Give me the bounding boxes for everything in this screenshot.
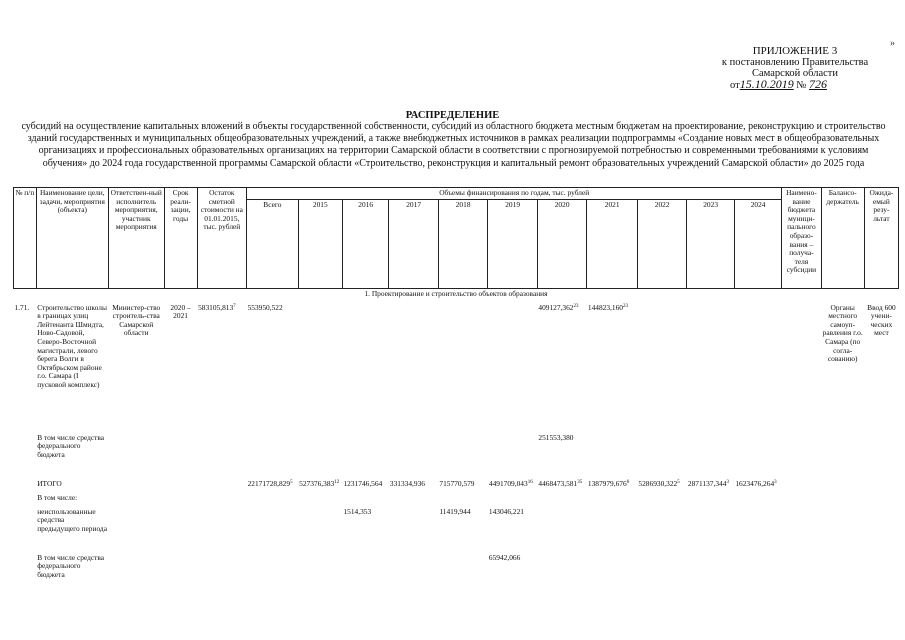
appendix-line-2: Самарской области bbox=[752, 68, 838, 79]
row-remain: 583105,813$^7$ bbox=[198, 302, 236, 312]
header-expected: Ожида-емый резу-льтат bbox=[864, 188, 898, 289]
row-2021: 144823,160$^{23}$ bbox=[587, 302, 628, 312]
row-term: 2020 – 2021 bbox=[170, 302, 191, 321]
document-title: РАСПРЕДЕЛЕНИЕ bbox=[405, 110, 500, 121]
federal-2-label: В том числе средства федерального бюджета bbox=[37, 552, 105, 579]
header-year-2020: 2020 bbox=[537, 200, 587, 289]
total-2017: 331334,936 bbox=[389, 478, 425, 488]
table-row bbox=[14, 493, 899, 507]
table-row bbox=[14, 303, 899, 433]
appendix-block bbox=[690, 46, 900, 91]
header-row-1 bbox=[14, 188, 899, 200]
header-responsible: Ответствен-ный исполнитель мероприятия, участник мероприятия bbox=[108, 188, 164, 289]
header-remain: Остаток сметной стоимости на 01.01.2015, тыс. рублей bbox=[197, 188, 247, 289]
section-row bbox=[14, 289, 899, 303]
row-total: 553950,522 bbox=[247, 302, 283, 312]
table-row bbox=[14, 433, 899, 479]
unused-label: неиспользованные средства предыдущего периода bbox=[37, 506, 107, 533]
unused-2018: 11419,944 bbox=[439, 506, 471, 516]
appendix-line-1: к постановлению Правительства bbox=[721, 57, 869, 68]
including-label: В том числе: bbox=[37, 492, 78, 502]
header-year-2022: 2022 bbox=[637, 200, 687, 289]
appendix-date-line bbox=[690, 79, 900, 91]
corner-mark: » bbox=[890, 38, 895, 49]
row-federal-2020: 251553,380 bbox=[538, 432, 574, 442]
header-year-2024: 2024 bbox=[734, 200, 781, 289]
header-total: Всего bbox=[247, 200, 299, 289]
financing-table bbox=[13, 187, 899, 599]
row-2020: 409127,362$^{23}$ bbox=[538, 302, 579, 312]
header-term: Срок реали-зации, годы bbox=[164, 188, 197, 289]
total-all: 22171728,829$^5$ bbox=[247, 478, 293, 488]
total-2024: 1623476,264$^3$ bbox=[735, 478, 777, 488]
total-label: ИТОГО bbox=[37, 478, 62, 488]
total-2023: 2871137,344$^3$ bbox=[687, 478, 729, 488]
header-year-2023: 2023 bbox=[687, 200, 734, 289]
unused-2019: 143046,221 bbox=[488, 506, 524, 516]
header-volumes: Объемы финансирования по годам, тыс. рублей bbox=[247, 188, 782, 200]
total-2022: 5286930,322$^5$ bbox=[638, 478, 680, 488]
header-num: № п/п bbox=[14, 188, 37, 289]
row-federal-name: В том числе средства федерального бюджета bbox=[37, 432, 105, 459]
total-2016: 1231746,564 bbox=[343, 478, 383, 488]
total-2020: 4468473,581$^{35}$ bbox=[538, 478, 583, 488]
unused-2016: 1514,353 bbox=[343, 506, 372, 516]
table-row bbox=[14, 507, 899, 553]
header-year-2018: 2018 bbox=[438, 200, 488, 289]
federal-2-2019: 65942,066 bbox=[488, 552, 521, 562]
row-holder: Органы местного самоуп-равления г.о. Самара (по согла-сованию) bbox=[822, 302, 863, 364]
total-2021: 1387979,676$^6$ bbox=[587, 478, 630, 488]
row-name: Строительство школы в границах улиц Лейтенанта Шмидта, Ново-Садовой, Северо-Восточной магистрали, левого берега Волги в Октябрьском районе г.о. Самара (I пусковой комплекс) bbox=[37, 302, 107, 389]
total-2015: 527376,383$^{12}$ bbox=[299, 478, 340, 488]
date-prefix: от bbox=[730, 80, 740, 91]
row-num: 1.71. bbox=[14, 302, 30, 312]
header-name: Наименование цели, задачи, мероприятия (объекта) bbox=[36, 188, 108, 289]
header-year-2019: 2019 bbox=[488, 200, 538, 289]
header-year-2015: 2015 bbox=[298, 200, 342, 289]
row-responsible: Министер-ство строитель-ства Самарской области bbox=[112, 302, 161, 338]
document-subtitle: субсидий на осуществление капитальных вложений в объекты государственной собственности, субсидий из областного бюджета местным бюджетам на проектирование, реконструкцию и строительство зданий государственных и муниципальных общеобразовательных учреждений, а также внебюджетных источников в рамках реализации подпрограммы «Создание новых мест в общеобразовательных организациях и профессиональных образовательных организациях на территории Самарской области в соответствии с прогнозируемой потребностью и современными требованиями к условиям обучения» до 2024 года государственной программы Самарской области «Строительство, реконструкция и капитальный ремонт образовательных учреждений Самарской области» до 2025 года bbox=[21, 121, 886, 169]
section-title: 1. Проектирование и строительство объектов образования bbox=[364, 289, 548, 298]
handwritten-date: 15.10.2019 bbox=[739, 77, 794, 91]
header-year-2017: 2017 bbox=[389, 200, 439, 289]
table-row bbox=[14, 553, 899, 599]
number-sign: № bbox=[796, 80, 807, 91]
row-expected: Ввод 600 учени-ческих мест bbox=[867, 302, 896, 338]
handwritten-doc-number: 726 bbox=[808, 77, 827, 91]
header-year-2021: 2021 bbox=[587, 200, 638, 289]
header-holder: Балансо-держатель bbox=[821, 188, 864, 289]
table-row bbox=[14, 479, 899, 493]
header-year-2016: 2016 bbox=[342, 200, 388, 289]
header-budget-name: Наимено-вание бюджета муници-пального образо-вания – получа-теля субсидии bbox=[782, 188, 821, 289]
appendix-number: ПРИЛОЖЕНИЕ 3 bbox=[752, 45, 838, 57]
total-2019: 4491709,043$^{16}$ bbox=[488, 478, 533, 488]
total-2018: 715770,579 bbox=[439, 478, 475, 488]
